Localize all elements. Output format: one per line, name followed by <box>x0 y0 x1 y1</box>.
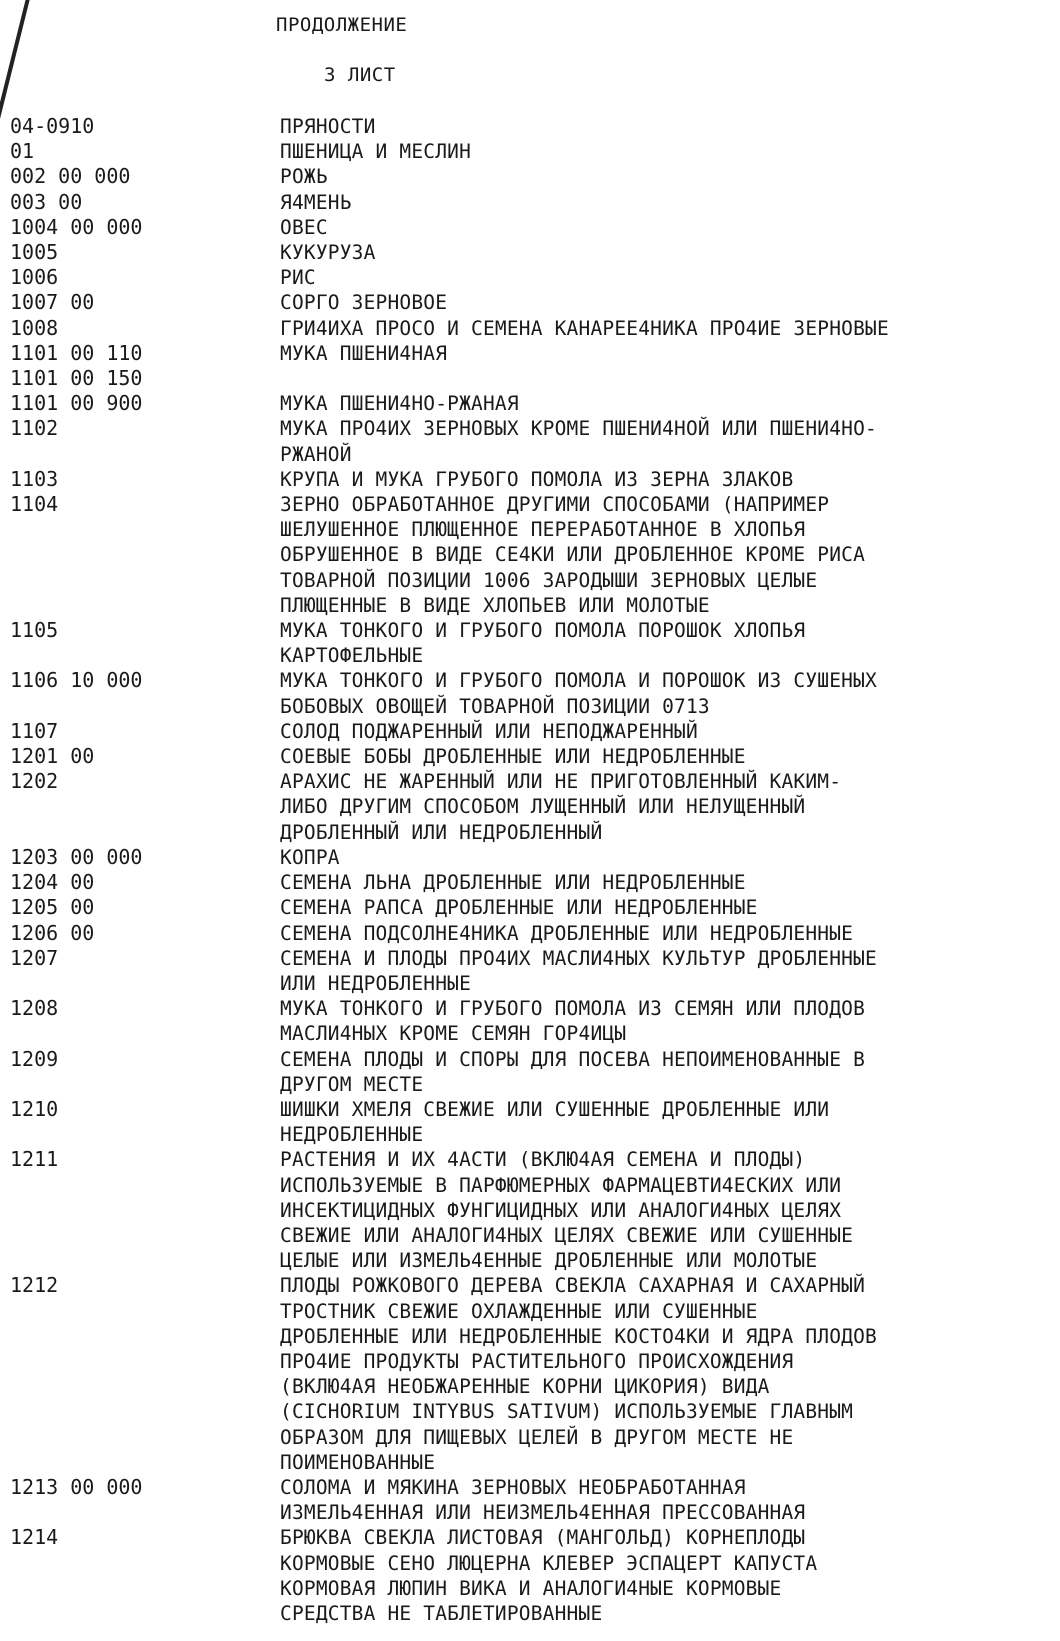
entry-code: 1005 <box>10 240 59 265</box>
entry-description-line: ГРИ4ИХА ПРОСО И СЕМЕНА КАНАРЕЕ4НИКА ПРО4ИЕ ЗЕРНОВЫЕ <box>280 316 889 340</box>
entry-description-line: СВЕЖИЕ ИЛИ АНАЛОГИ4НЫХ ЦЕЛЯХ СВЕЖИЕ ИЛИ СУШЕННЫЕ <box>280 1223 854 1247</box>
entry-code: 1210 <box>10 1096 59 1121</box>
entry-code <box>0 1349 280 1374</box>
entry-description-line: ПРО4ИЕ ПРОДУКТЫ РАСТИТЕЛЬНОГО ПРОИСХОЖДЕНИЯ <box>280 1349 794 1373</box>
entry-code <box>0 593 280 618</box>
entry-continuation-row <box>0 1601 1060 1626</box>
entry-code <box>0 1021 280 1046</box>
entry-row <box>0 316 1060 341</box>
entry-description-line: МУКА ПШЕНИ4НАЯ <box>280 341 448 365</box>
entry-row <box>0 946 1060 971</box>
entry-continuation-row <box>0 794 1060 819</box>
entry-code: 1201 00 <box>10 744 95 769</box>
entry-description-line: ОБРУШЕННОЕ В ВИДЕ СЕ4КИ ИЛИ ДРОБЛЕННОЕ КРОМЕ РИСА <box>280 543 866 567</box>
entry-description-line: СОЕВЫЕ БОБЫ ДРОБЛЕННЫЕ ИЛИ НЕДРОБЛЕННЫЕ <box>280 745 746 769</box>
entry-row <box>0 341 1060 366</box>
entry-row <box>0 391 1060 416</box>
entry-description-line: РИС <box>280 266 316 290</box>
entry-description-line: РАСТЕНИЯ И ИХ 4АСТИ (ВКЛЮ4АЯ СЕМЕНА И ПЛОДЫ) <box>280 1148 806 1172</box>
entry-continuation-row <box>0 820 1060 845</box>
entry-code: 1209 <box>10 1046 59 1071</box>
entry-code <box>0 1425 280 1450</box>
entry-description-line: ЛИБО ДРУГИМ СПОСОБОМ ЛУЩЕННЫЙ ИЛИ НЕЛУЩЕННЫЙ <box>280 795 806 819</box>
entry-code <box>0 1374 280 1399</box>
entry-description-line: ИСПОЛЬЗУЕМЫЕ В ПАРФЮМЕРНЫХ ФАРМАЦЕВТИ4ЕСКИХ ИЛИ <box>280 1173 842 1197</box>
entry-code <box>0 820 280 845</box>
entry-description-line: ТОВАРНОЙ ПОЗИЦИИ 1006 ЗАРОДЫШИ ЗЕРНОВЫХ ЦЕЛЫЕ <box>280 568 818 592</box>
entry-description-line: ПШЕНИЦА И МЕСЛИН <box>280 140 472 164</box>
entry-continuation-row <box>0 643 1060 668</box>
entry-row <box>0 492 1060 517</box>
entry-continuation-row <box>0 593 1060 618</box>
entry-description-line: СРЕДСТВА НЕ ТАБЛЕТИРОВАННЫЕ <box>280 1601 603 1625</box>
entry-code: 01 <box>10 139 35 164</box>
entry-code <box>0 1198 280 1223</box>
entry-description-line: КОРМОВЫЕ СЕНО ЛЮЦЕРНА КЛЕВЕР ЭСПАЦЕРТ КАПУСТА <box>280 1551 818 1575</box>
entry-code: 1103 <box>10 466 59 491</box>
entry-code <box>0 1324 280 1349</box>
entry-code: 04-0910 <box>10 114 95 138</box>
entry-description-line: МУКА ТОНКОГО И ГРУБОГО ПОМОЛА ПОРОШОК ХЛОПЬЯ <box>280 619 806 643</box>
entry-code: 1212 <box>10 1273 59 1298</box>
entry-row <box>0 769 1060 794</box>
entry-description-line: ИЗМЕЛЬ4ЕННАЯ ИЛИ НЕИЗМЕЛЬ4ЕННАЯ ПРЕССОВАННАЯ <box>280 1501 806 1525</box>
entry-description-line: ДРОБЛЕННЫЙ ИЛИ НЕДРОБЛЕННЫЙ <box>280 820 603 844</box>
entry-description-line: НЕДРОБЛЕННЫЕ <box>280 1123 424 1147</box>
entry-code: 1204 00 <box>10 870 95 895</box>
entry-code: 1208 <box>10 996 59 1021</box>
entry-code: 1101 00 900 <box>10 391 143 416</box>
entry-code: 1205 00 <box>10 895 95 920</box>
entry-description-line: СЕМЕНА ПОДСОЛНЕ4НИКА ДРОБЛЕННЫЕ ИЛИ НЕДРОБЛЕННЫЕ <box>280 921 854 945</box>
entry-continuation-row <box>0 1425 1060 1450</box>
entry-row <box>0 668 1060 693</box>
entry-continuation-row <box>0 1399 1060 1424</box>
entry-code <box>0 794 280 819</box>
entry-code: 1214 <box>10 1525 59 1550</box>
entry-description-line: МУКА ТОНКОГО И ГРУБОГО ПОМОЛА И ПОРОШОК ИЗ СУШЕНЫХ <box>280 669 877 693</box>
entry-continuation-row <box>0 1072 1060 1097</box>
entry-description-line: СЕМЕНА РАПСА ДРОБЛЕННЫЕ ИЛИ НЕДРОБЛЕННЫЕ <box>280 896 758 920</box>
entry-code <box>0 643 280 668</box>
entry-row <box>0 996 1060 1021</box>
entry-description-line: ПЛОДЫ РОЖКОВОГО ДЕРЕВА СВЕКЛА САХАРНАЯ И САХАРНЫЙ <box>280 1274 866 1298</box>
entry-code <box>0 1173 280 1198</box>
entry-code: 1007 00 <box>10 290 95 315</box>
entry-row <box>0 366 1060 391</box>
entry-code: 1004 00 000 <box>10 214 143 239</box>
entry-code <box>0 1450 280 1475</box>
entry-description-line: РОЖЬ <box>280 165 328 189</box>
entry-code: 1101 00 110 <box>10 340 143 365</box>
entry-code: 1105 <box>10 618 59 643</box>
entry-code: 1104 <box>10 492 59 517</box>
entry-description-line: СОЛОД ПОДЖАРЕННЫЙ ИЛИ НЕПОДЖАРЕННЫЙ <box>280 719 698 743</box>
entry-row <box>0 1147 1060 1172</box>
entry-code: 1202 <box>10 769 59 794</box>
entry-description-line: (CICHORIUM INTYBUS SATIVUM) ИСПОЛЬЗУЕМЫЕ ГЛАВНЫМ <box>280 1400 854 1424</box>
entry-row <box>0 164 1060 189</box>
entry-description-line: КОПРА <box>280 845 340 869</box>
entry-description-line: ПРЯНОСТИ <box>280 115 376 138</box>
entry-description-line: СЕМЕНА ЛЬНА ДРОБЛЕННЫЕ ИЛИ НЕДРОБЛЕННЫЕ <box>280 871 746 895</box>
entry-code <box>0 568 280 593</box>
entry-code <box>0 694 280 719</box>
entry-description-line: КАРТОФЕЛЬНЫЕ <box>280 644 424 668</box>
entry-continuation-row <box>0 971 1060 996</box>
entry-code <box>0 971 280 996</box>
entry-description-line: МУКА ТОНКОГО И ГРУБОГО ПОМОЛА ИЗ СЕМЯН ИЛИ ПЛОДОВ <box>280 997 866 1021</box>
entry-continuation-row <box>0 1248 1060 1273</box>
entry-description-line: МУКА ПШЕНИ4НО-РЖАНАЯ <box>280 392 519 416</box>
entry-description-line: ЗЕРНО ОБРАБОТАННОЕ ДРУГИМИ СПОСОБАМИ (НАПРИМЕР <box>280 493 830 517</box>
entry-description-line: ЦЕЛЫЕ ИЛИ ИЗМЕЛЬ4ЕННЫЕ ДРОБЛЕННЫЕ ИЛИ МОЛОТЫЕ <box>280 1249 818 1273</box>
entry-description-line: МАСЛИ4НЫХ КРОМЕ СЕМЯН ГОР4ИЦЫ <box>280 1022 627 1046</box>
entry-continuation-row <box>0 568 1060 593</box>
entry-description-line: БОБОВЫХ ОВОЩЕЙ ТОВАРНОЙ ПОЗИЦИИ 0713 <box>280 694 710 718</box>
entry-continuation-row <box>0 694 1060 719</box>
entry-continuation-row <box>0 1500 1060 1525</box>
entry-description-line: КУКУРУЗА <box>280 241 376 265</box>
entry-description-line: ШИШКИ ХМЕЛЯ СВЕЖИЕ ИЛИ СУШЕННЫЕ ДРОБЛЕННЫЕ ИЛИ <box>280 1097 830 1121</box>
entry-code: 1006 <box>10 265 59 290</box>
entry-row <box>0 290 1060 315</box>
entry-description-line: ШЕЛУШЕННОЕ ПЛЮЩЕННОЕ ПЕРЕРАБОТАННОЕ В ХЛОПЬЯ <box>280 518 806 542</box>
entry-continuation-row <box>0 1324 1060 1349</box>
entry-code <box>0 517 280 542</box>
entry-row <box>0 1273 1060 1298</box>
entry-description-line: БРЮКВА СВЕКЛА ЛИСТОВАЯ (МАНГОЛЬД) КОРНЕПЛОДЫ <box>280 1526 806 1550</box>
entry-code <box>0 1399 280 1424</box>
tariff-code-list <box>0 114 1060 1626</box>
entry-row <box>0 618 1060 643</box>
sheet-number: 3 ЛИСТ <box>324 64 396 86</box>
entry-code: 1203 00 000 <box>10 844 143 869</box>
entry-row <box>0 921 1060 946</box>
entry-code: 1206 00 <box>10 920 95 945</box>
entry-continuation-row <box>0 1021 1060 1046</box>
entry-row <box>0 1475 1060 1500</box>
entry-row <box>0 870 1060 895</box>
entry-row <box>0 416 1060 441</box>
entry-description-line: ДРОБЛЕННЫЕ ИЛИ НЕДРОБЛЕННЫЕ КОСТО4КИ И ЯДРА ПЛОДОВ <box>280 1324 877 1348</box>
entry-description-line: СЕМЕНА ПЛОДЫ И СПОРЫ ДЛЯ ПОСЕВА НЕПОИМЕНОВАННЫЕ В <box>280 1047 866 1071</box>
entry-code <box>0 1223 280 1248</box>
entry-description-line: Я4МЕНЬ <box>280 190 352 214</box>
entry-code: 1211 <box>10 1147 59 1172</box>
entry-continuation-row <box>0 442 1060 467</box>
entry-continuation-row <box>0 1576 1060 1601</box>
entry-row <box>0 190 1060 215</box>
entry-code <box>0 1299 280 1324</box>
continuation-heading: ПРОДОЛЖЕНИЕ <box>276 14 408 36</box>
entry-continuation-row <box>0 1349 1060 1374</box>
entry-code: 1207 <box>10 945 59 970</box>
entry-continuation-row <box>0 542 1060 567</box>
entry-row <box>0 744 1060 769</box>
entry-continuation-row <box>0 1122 1060 1147</box>
entry-continuation-row <box>0 1374 1060 1399</box>
entry-row <box>0 1525 1060 1550</box>
entry-continuation-row <box>0 1450 1060 1475</box>
entry-continuation-row <box>0 517 1060 542</box>
entry-code: 003 00 <box>10 189 83 214</box>
entry-row <box>0 265 1060 290</box>
entry-description-line: АРАХИС НЕ ЖАРЕННЫЙ ИЛИ НЕ ПРИГОТОВЛЕННЫЙ КАКИМ- <box>280 770 842 794</box>
entry-code: 1008 <box>10 315 59 340</box>
entry-code: 1106 10 000 <box>10 668 143 693</box>
entry-continuation-row <box>0 1551 1060 1576</box>
entry-description-line: ПЛЮЩЕННЫЕ В ВИДЕ ХЛОПЬЕВ ИЛИ МОЛОТЫЕ <box>280 593 710 617</box>
entry-description-line: СОРГО ЗЕРНОВОЕ <box>280 291 448 315</box>
entry-continuation-row <box>0 1223 1060 1248</box>
entry-description-line: ДРУГОМ МЕСТЕ <box>280 1072 424 1096</box>
entry-description-line: СЕМЕНА И ПЛОДЫ ПРО4ИХ МАСЛИ4НЫХ КУЛЬТУР ДРОБЛЕННЫЕ <box>280 946 877 970</box>
entry-code <box>0 1248 280 1273</box>
entry-code: 1102 <box>10 416 59 441</box>
entry-description-line: ОВЕС <box>280 215 328 239</box>
entry-code <box>0 542 280 567</box>
entry-row <box>0 114 1060 139</box>
entry-row <box>0 240 1060 265</box>
entry-code <box>0 1576 280 1601</box>
entry-row <box>0 719 1060 744</box>
entry-description-line: ПОИМЕНОВАННЫЕ <box>280 1450 436 1474</box>
entry-description-line: КОРМОВАЯ ЛЮПИН ВИКА И АНАЛОГИ4НЫЕ КОРМОВЫЕ <box>280 1576 782 1600</box>
entry-code: 1107 <box>10 718 59 743</box>
entry-description-line: ИНСЕКТИЦИДНЫХ ФУНГИЦИДНЫХ ИЛИ АНАЛОГИ4НЫХ ЦЕЛЯХ <box>280 1198 842 1222</box>
entry-row <box>0 1097 1060 1122</box>
entry-description-line <box>280 366 1060 391</box>
entry-row <box>0 1047 1060 1072</box>
entry-code <box>0 1122 280 1147</box>
entry-row <box>0 139 1060 164</box>
entry-code: 1213 00 000 <box>10 1474 143 1499</box>
entry-code: 002 00 000 <box>10 164 131 189</box>
entry-continuation-row <box>0 1198 1060 1223</box>
entry-row <box>0 845 1060 870</box>
entry-description-line: ИЛИ НЕДРОБЛЕННЫЕ <box>280 971 472 995</box>
entry-description-line: СОЛОМА И МЯКИНА ЗЕРНОВЫХ НЕОБРАБОТАННАЯ <box>280 1475 746 1499</box>
entry-code <box>0 1601 280 1626</box>
entry-description-line: РЖАНОЙ <box>280 442 352 466</box>
entry-description-line: МУКА ПРО4ИХ ЗЕРНОВЫХ КРОМЕ ПШЕНИ4НОЙ ИЛИ ПШЕНИ4НО- <box>280 417 877 441</box>
entry-row <box>0 467 1060 492</box>
entry-code <box>0 1500 280 1525</box>
entry-continuation-row <box>0 1299 1060 1324</box>
entry-description-line: КРУПА И МУКА ГРУБОГО ПОМОЛА ИЗ ЗЕРНА ЗЛАКОВ <box>280 467 794 491</box>
entry-row <box>0 895 1060 920</box>
entry-row <box>0 215 1060 240</box>
entry-code <box>0 1551 280 1576</box>
entry-code <box>0 442 280 467</box>
entry-code: 1101 00 150 <box>10 366 143 391</box>
entry-description-line: ТРОСТНИК СВЕЖИЕ ОХЛАЖДЕННЫЕ ИЛИ СУШЕННЫЕ <box>280 1299 758 1323</box>
entry-description-line: (ВКЛЮ4АЯ НЕОБЖАРЕННЫЕ КОРНИ ЦИКОРИЯ) ВИДА <box>280 1375 770 1399</box>
entry-code <box>0 1072 280 1097</box>
entry-description-line: ОБРАЗОМ ДЛЯ ПИЩЕВЫХ ЦЕЛЕЙ В ДРУГОМ МЕСТЕ НЕ <box>280 1425 794 1449</box>
entry-continuation-row <box>0 1173 1060 1198</box>
